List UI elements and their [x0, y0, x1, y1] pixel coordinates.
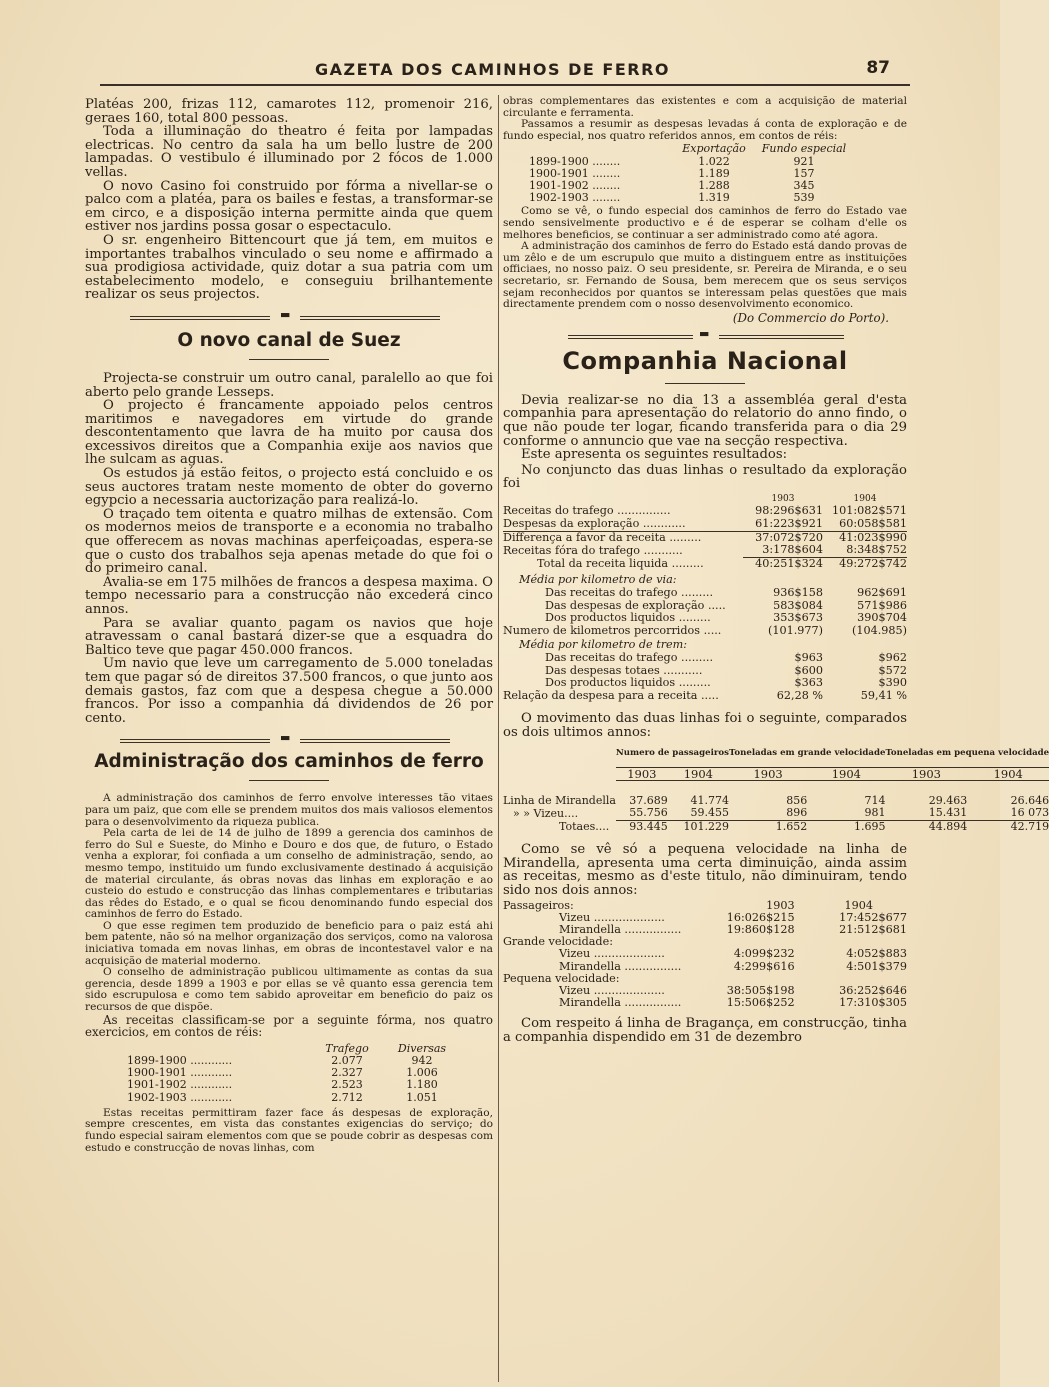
group-title: Passageiros:: [503, 898, 574, 912]
table-row: Das despesas totaes ........... $600 $572: [545, 663, 907, 677]
table-cell: 1.051: [406, 1090, 438, 1104]
row-label: Dos productos liquidos: [545, 611, 676, 625]
row-label: Das receitas do trafego: [545, 651, 678, 665]
row-label: Dos productos liquidos: [545, 676, 676, 690]
table-cell: 2.712: [331, 1090, 363, 1104]
table-cell: 3:178$604: [762, 543, 823, 557]
table-cell: 29.463: [928, 793, 968, 807]
table-cell: 1.319: [698, 191, 730, 205]
table-row: 1902-1903 ........ 1.319 539: [529, 192, 859, 204]
header-rule: [100, 84, 910, 86]
table-cell: 15:506$252: [726, 996, 795, 1010]
table-row: Das receitas do trafego ......... 936$158 962$691: [545, 586, 907, 600]
subsection-title: Média por kilometro de trem:: [519, 638, 688, 652]
paragraph: A administração dos caminhos de ferro envolve interesses tão vitaes para um paiz, que com elle se prendem muitos dos mais valiosos elementos para o desenvolvimento da riqueza publica.: [85, 792, 493, 828]
year-label: 1900-1901: [529, 166, 589, 180]
paragraph: O sr. engenheiro Bittencourt que já tem, em muitos e importantes trabalhos vinculado o seu nome e affirmado a sua prodigiosa actividade, quiz dotar a sua patria com um estabelecimento modelo, e conseguiu brilhantemente realizar os seus projectos.: [85, 232, 493, 303]
paragraph: Passamos a resumir as despesas levadas á conta de exploração e de fundo especial, nos quatro referidos annos, em contos de réis:: [503, 118, 907, 142]
table-cell: 1.288: [698, 178, 730, 192]
table-cell: 62,28 %: [776, 688, 823, 702]
year-label: 1900-1901: [127, 1066, 187, 1080]
column-header: Exportação: [682, 142, 746, 156]
table-cell: $962: [878, 651, 907, 665]
table-cell: 4:501$379: [846, 959, 907, 973]
right-column: [503, 95, 1049, 1382]
year-header: 1904: [853, 493, 877, 504]
table-cell: 942: [411, 1054, 433, 1068]
paragraph: O traçado tem oitenta e quatro milhas de extensão. Com os modernos meios de transporte e a economia no trabalho que offerecem as novas machinas aperfeiçoadas, espera-se que o custo dos trabalhos seja apenas metade do que foi o do primeiro canal.: [85, 506, 493, 577]
table-cell: 44.894: [885, 820, 967, 833]
table-cell: 49:272$742: [823, 557, 907, 570]
year-label: 1899-1900: [127, 1054, 187, 1068]
column-header: Diversas: [397, 1041, 447, 1055]
year-label: 1902-1903: [127, 1090, 187, 1104]
paragraph: Toda a illuminação do theatro é feita por lampadas electricas. No centro da sala ha um bello lustre de 200 lampadas. O vestibulo é illuminado por 2 fócos de 1.000 vellas.: [85, 124, 493, 180]
table-cell: (104.985): [852, 623, 907, 637]
table-cell: 16:026$215: [726, 910, 795, 924]
heading-underline: [665, 383, 745, 384]
paragraph: Como se vê, o fundo especial dos caminhos de ferro do Estado vae sendo sensivelmente productivo e é de esperar se colham d'elle os melhores beneficios, se continuar a ser administrado como até agora.: [503, 205, 907, 241]
table-cell: 37.689: [629, 793, 668, 807]
subsection-title: Média por kilometro de via:: [519, 573, 677, 587]
paragraph: O projecto é francamente appoiado pelos centros maritimos e navegadores em virtude do grande descontentamento que lavra de ha muito por causa dos excessivos direitos que a Companhia exije aos navios que lhe sulcam as aguas.: [85, 398, 493, 468]
table-row: Vizeu .................... 4:099$232 4:052$883: [559, 947, 907, 961]
table-row: [503, 807, 1049, 820]
year-header: 1903: [771, 493, 795, 504]
table-row: 1899-1900 ........ 1.022 921: [529, 156, 859, 168]
column-header: Trafego: [325, 1041, 369, 1055]
paragraph: As receitas classificam-se por a seguinte fórma, nos quatro exercicios, em contos de réis:: [85, 1012, 493, 1040]
table-row: Das receitas do trafego ......... $963 $962: [545, 651, 907, 665]
paragraph: Com respeito á linha de Bragança, em construcção, tinha a companhia dispendido em 31 de dezembro: [503, 1016, 907, 1045]
row-label: Differença a favor da receita: [503, 530, 666, 544]
paragraph: Os estudos já estão feitos, o projecto está concluido e os seus auctores tratam neste momento de obter do governo egypcio a necessaria auctorização para realizá-lo.: [85, 466, 493, 509]
year-label: 1901-1902: [127, 1078, 187, 1092]
paragraph: No conjuncto das duas linhas o resultado da exploração foi: [503, 462, 907, 492]
table-cell: 1.022: [698, 154, 730, 168]
table-cell: 26.646: [1010, 793, 1049, 807]
table-row: Numero de kilometros percorridos ..... (101.977) (104.985): [503, 623, 907, 637]
table-cell: 61:223$921: [755, 517, 823, 531]
table-cell: 2.327: [331, 1066, 363, 1080]
table-cell: 583$084: [773, 598, 823, 612]
table-row: Relação da despesa para a receita ..... 62,28 % 59,41 %: [503, 688, 907, 702]
table-cell: 93.445: [616, 820, 668, 833]
table-cell: 42.719: [967, 820, 1049, 833]
column-group-header: Toneladas em pequena velocidade: [885, 747, 1049, 758]
table-row: Das despesas de exploração ..... 583$084 571$986: [545, 598, 907, 612]
receitas-linhas-table: [503, 900, 907, 1010]
table-cell: 4:299$616: [733, 959, 795, 973]
table-cell: 4:052$883: [846, 947, 907, 961]
table-row: 1900-1901 ........ 1.189 157: [529, 168, 859, 180]
journal-title: GAZETA DOS CAMINHOS DE FERRO: [315, 60, 671, 79]
table-cell: 17:452$677: [839, 910, 907, 924]
table-cell: 40:251$324: [743, 557, 823, 570]
table-row: Vizeu .................... 16:026$215 17:452$677: [559, 910, 907, 924]
table-cell: 17:310$305: [839, 996, 907, 1010]
row-label: Totaes....: [559, 819, 610, 833]
row-label: Vizeu: [559, 947, 591, 961]
paragraph: Platéas 200, frizas 112, camarotes 112, promenoir 216, geraes 160, total 800 pessoas.: [85, 97, 493, 126]
year-header: 1903: [766, 898, 795, 912]
row-label: » » Vizeu....: [513, 806, 579, 820]
heading-underline: [249, 359, 329, 360]
table-cell: 981: [864, 806, 886, 820]
table-row: Mirandella ................ 4:299$616 4:501$379: [559, 959, 907, 973]
section-ornament: ▬: [85, 731, 493, 747]
table-row: Total da receita liquida ......... 40:251$324 49:272$742: [537, 556, 907, 570]
paragraph: O movimento das duas linhas foi o seguinte, comparados os dois ultimos annos:: [503, 711, 907, 740]
year-label: 1899-1900: [529, 154, 589, 168]
table-cell: 59,41 %: [860, 688, 907, 702]
table-cell: $572: [878, 663, 907, 677]
group-title: Pequena velocidade:: [503, 971, 620, 985]
paragraph: O que esse regimen tem produzido de beneficio para o paiz está ahi bem patente, não só na melhor organização dos serviços, como na valorosa iniciativa tomada em novas linhas, em obras de incontestavel valor e na acquisição de material moderno.: [85, 919, 493, 967]
table-row: Despesas da exploração ............ 61:223$921 60:058$581: [503, 517, 907, 531]
row-label: Numero de kilometros percorridos: [503, 623, 701, 637]
table-row: Mirandella ................ 19:860$128 21:512$681: [559, 922, 907, 936]
table-row: 1901-1902 ............ 2.523 1.180: [127, 1079, 467, 1091]
table-cell: 390$704: [857, 611, 907, 625]
table-cell: 4:099$232: [733, 947, 795, 961]
table-cell: 345: [793, 178, 815, 192]
table-cell: 15.431: [928, 806, 968, 820]
column-divider: [498, 95, 499, 1382]
paragraph: A administração dos caminhos de ferro do Estado está dando provas de um zêlo e de um escrupulo que muito a distinguem entre as instituições officiaes, no nosso paiz. O seu presidente, sr. Pereira de Miranda, e o seu secretario, sr. Fernando de Sousa, bem merecem que os seus serviços sejam reconhecidos por quantos se interessam pelas questões que mais directamente prendem com o nosso desenvolvimento economico.: [503, 240, 907, 311]
year-header: 1904: [844, 898, 873, 912]
table-cell: $963: [794, 651, 823, 665]
year-label: 1901-1902: [529, 178, 589, 192]
paragraph: Este apresenta os seguintes resultados:: [521, 447, 788, 463]
paragraph: Pela carta de lei de 14 de julho de 1899 a gerencia dos caminhos de ferro do Sul e Sueste, do Minho e Douro e dos que, de futuro, o Estado venha a explorar, foi confiada a um conselho de administração, sendo, ao mesmo tempo, instituido um fundo exclusivamente destinado á acquisição de material circulante, ás obras novas das linhas em exploração e ao custeio do estudo e construcção das linhas complementares e tributarias das rêdes do Estado, e o qual se ficou denominando fundo especial dos caminhos de ferro do Estado.: [85, 827, 493, 921]
table-cell: 936$158: [773, 586, 823, 600]
page-header: [100, 58, 900, 84]
table-row: Dos productos liquidos ......... $363 $390: [545, 676, 907, 690]
admin-heading: Administração dos caminhos de ferro: [94, 751, 484, 773]
paragraph: Devia realizar-se no dia 13 a assembléa geral d'esta companhia para apresentação do relatorio do anno findo, o que não poude ter logar, ficando transferida para o dia 29 conforme o annuncio que vae na secção respectiva.: [503, 392, 907, 449]
table-row: Vizeu .................... 38:505$198 36:252$646: [559, 984, 907, 997]
table-cell: 41.774: [690, 793, 729, 807]
table-cell: 1.695: [807, 820, 885, 833]
column-header: Fundo especial: [761, 142, 847, 156]
table-cell: 8:348$752: [846, 543, 907, 557]
table-row: Differença a favor da receita ......... 37:072$720 41:023$990: [503, 530, 907, 544]
companhia-heading: Companhia Nacional: [562, 346, 848, 375]
left-column: [85, 98, 493, 1384]
table-cell: 59.455: [690, 806, 729, 820]
row-label: Das despesas de exploração: [545, 598, 705, 612]
group-title: Grande velocidade:: [503, 935, 613, 949]
row-label: Das despesas totaes: [545, 663, 660, 677]
year-header: 1904: [668, 768, 729, 781]
column-group-header: Numero de passageiros: [615, 747, 729, 758]
paragraph: Projecta-se construir um outro canal, paralello ao que foi aberto pelo grande Lesseps.: [85, 370, 493, 400]
table-cell: 37:072$720: [743, 531, 823, 544]
table-row: Receitas do trafego ............... 98:296$631 101:082$571: [503, 504, 907, 518]
table-row: 1899-1900 ............ 2.077 942: [127, 1055, 467, 1067]
year-label: 1902-1903: [529, 191, 589, 205]
totals-row: [503, 820, 1049, 833]
paragraph: Como se vê só a pequena velocidade na linha de Mirandella, apresenta uma certa diminuição, ainda assim as receitas, mesmo as d'este titulo, não diminuiram, tendo sido nos dois annos:: [503, 842, 907, 898]
row-label: Vizeu: [559, 910, 591, 924]
table-cell: $600: [794, 663, 823, 677]
table-cell: 714: [864, 793, 886, 807]
table-row: 1902-1903 ............ 2.712 1.051: [127, 1092, 467, 1104]
paragraph: O conselho de administração publicou ultimamente as contas da sua gerencia, desde 1899 a 1903 e por ellas se vê quanto essa gerencia tem sido escrupulosa e como tem sabido aproveitar em beneficio do paiz os recursos de que dispõe.: [85, 966, 493, 1014]
column-group-header: Toneladas em grande velocidade: [728, 747, 886, 758]
table-cell: 16 073: [1010, 806, 1049, 820]
paragraph: Um navio que leve um carregamento de 5.000 toneladas tem que pagar só de direitos 37.500 francos, o que junto aos demais gastos, faz com que a despesa chegue a 50.000 francos. Por isso a companhia dá dividendos de 26 por cento.: [85, 656, 493, 726]
table-cell: 2.077: [331, 1054, 363, 1068]
table-cell: 921: [793, 154, 815, 168]
row-label: Mirandella: [559, 996, 621, 1010]
table-cell: 1.189: [698, 166, 730, 180]
table-row: Mirandella ................ 15:506$252 17:310$305: [559, 996, 907, 1010]
table-cell: 101.229: [668, 820, 729, 833]
table-cell: (101.977): [768, 623, 823, 637]
section-ornament: ▬: [85, 308, 493, 324]
movimento-table: [503, 748, 1049, 834]
table-cell: 157: [793, 166, 815, 180]
paragraph: obras complementares das existentes e com a acquisição de material circulante e ferramenta.: [503, 95, 907, 119]
year-header: 1903: [616, 768, 668, 781]
row-label: Mirandella: [559, 959, 621, 973]
table-cell: 19:860$128: [726, 922, 795, 936]
paragraph: Estas receitas permittiram fazer face ás despesas de exploração, sempre crescentes, em vista das constantes exigencias do serviço; do fundo especial sairam elementos com que se poude cobrir as despesas com estudo e construcção de novas linhas, com: [85, 1106, 493, 1154]
results-table: [503, 493, 907, 703]
table-cell: 1.180: [406, 1078, 438, 1092]
table-cell: 353$673: [773, 611, 823, 625]
table-cell: 571$986: [857, 598, 907, 612]
paragraph: O novo Casino foi construido por fórma a nivellar-se o palco com a platéa, para os bailes e festas, a transformar-se em circo, e a disposição interna permitte ainda que quem estiver nos jardins possa gosar o espectaculo.: [85, 178, 493, 235]
row-label: Receitas do trafego: [503, 504, 614, 518]
table-row: [503, 795, 1049, 807]
row-label: Despesas da exploração: [503, 517, 640, 531]
suez-heading: O novo canal de Suez: [177, 329, 401, 351]
table-cell: 60:058$581: [839, 517, 907, 531]
table-row: Dos productos liquidos ......... 353$673 390$704: [545, 611, 907, 625]
page-number: 87: [866, 58, 890, 78]
heading-underline: [249, 780, 329, 781]
table-cell: $390: [878, 676, 907, 690]
table-cell: 962$691: [857, 586, 907, 600]
table-cell: 36:252$646: [839, 984, 907, 997]
year-header: 1903: [885, 768, 967, 781]
source-attribution: (Do Commercio do Porto).: [732, 310, 889, 325]
table-cell: 539: [793, 191, 815, 205]
table-cell: 856: [786, 793, 808, 807]
table-cell: 41:023$990: [823, 531, 907, 544]
table-row: 1901-1902 ........ 1.288 345: [529, 180, 859, 192]
section-ornament: ▬: [503, 327, 907, 343]
paragraph: Avalia-se em 175 milhões de francos a despesa maxima. O tempo necessario para a construcção não excederá cinco annos.: [85, 574, 493, 617]
year-header: 1904: [967, 768, 1049, 781]
table-cell: 101:082$571: [832, 504, 907, 518]
table-cell: 896: [786, 806, 808, 820]
despesas-table: [529, 143, 859, 204]
table-cell: 1.652: [729, 820, 807, 833]
row-label: Receitas fóra do trafego: [503, 543, 641, 557]
table-cell: 21:512$681: [839, 922, 907, 936]
year-header: 1903: [729, 768, 807, 781]
table-cell: 2.523: [331, 1078, 363, 1092]
paragraph: Para se avaliar quanto pagam os navios que hoje atravessam o canal bastará dizer-se que a esquadra do Baltico teve que pagar 450.000 francos.: [85, 615, 493, 658]
year-header: 1904: [807, 768, 885, 781]
table-cell: 1.006: [406, 1066, 438, 1080]
row-label: Mirandella: [559, 922, 621, 936]
row-label: Das receitas do trafego: [545, 586, 678, 600]
table-cell: 38:505$198: [726, 984, 795, 997]
table-cell: 55.756: [629, 806, 668, 820]
receitas-table: [127, 1043, 467, 1104]
table-cell: 98:296$631: [755, 504, 823, 518]
row-label: Vizeu: [559, 984, 591, 997]
table-row: Receitas fóra do trafego ........... 3:178$604 8:348$752: [503, 543, 907, 557]
row-label: Linha de Mirandella: [503, 793, 616, 807]
row-label: Total da receita liquida: [537, 556, 669, 570]
table-cell: $363: [794, 676, 823, 690]
row-label: Relação da despesa para a receita: [503, 688, 698, 702]
table-row: 1900-1901 ............ 2.327 1.006: [127, 1067, 467, 1079]
